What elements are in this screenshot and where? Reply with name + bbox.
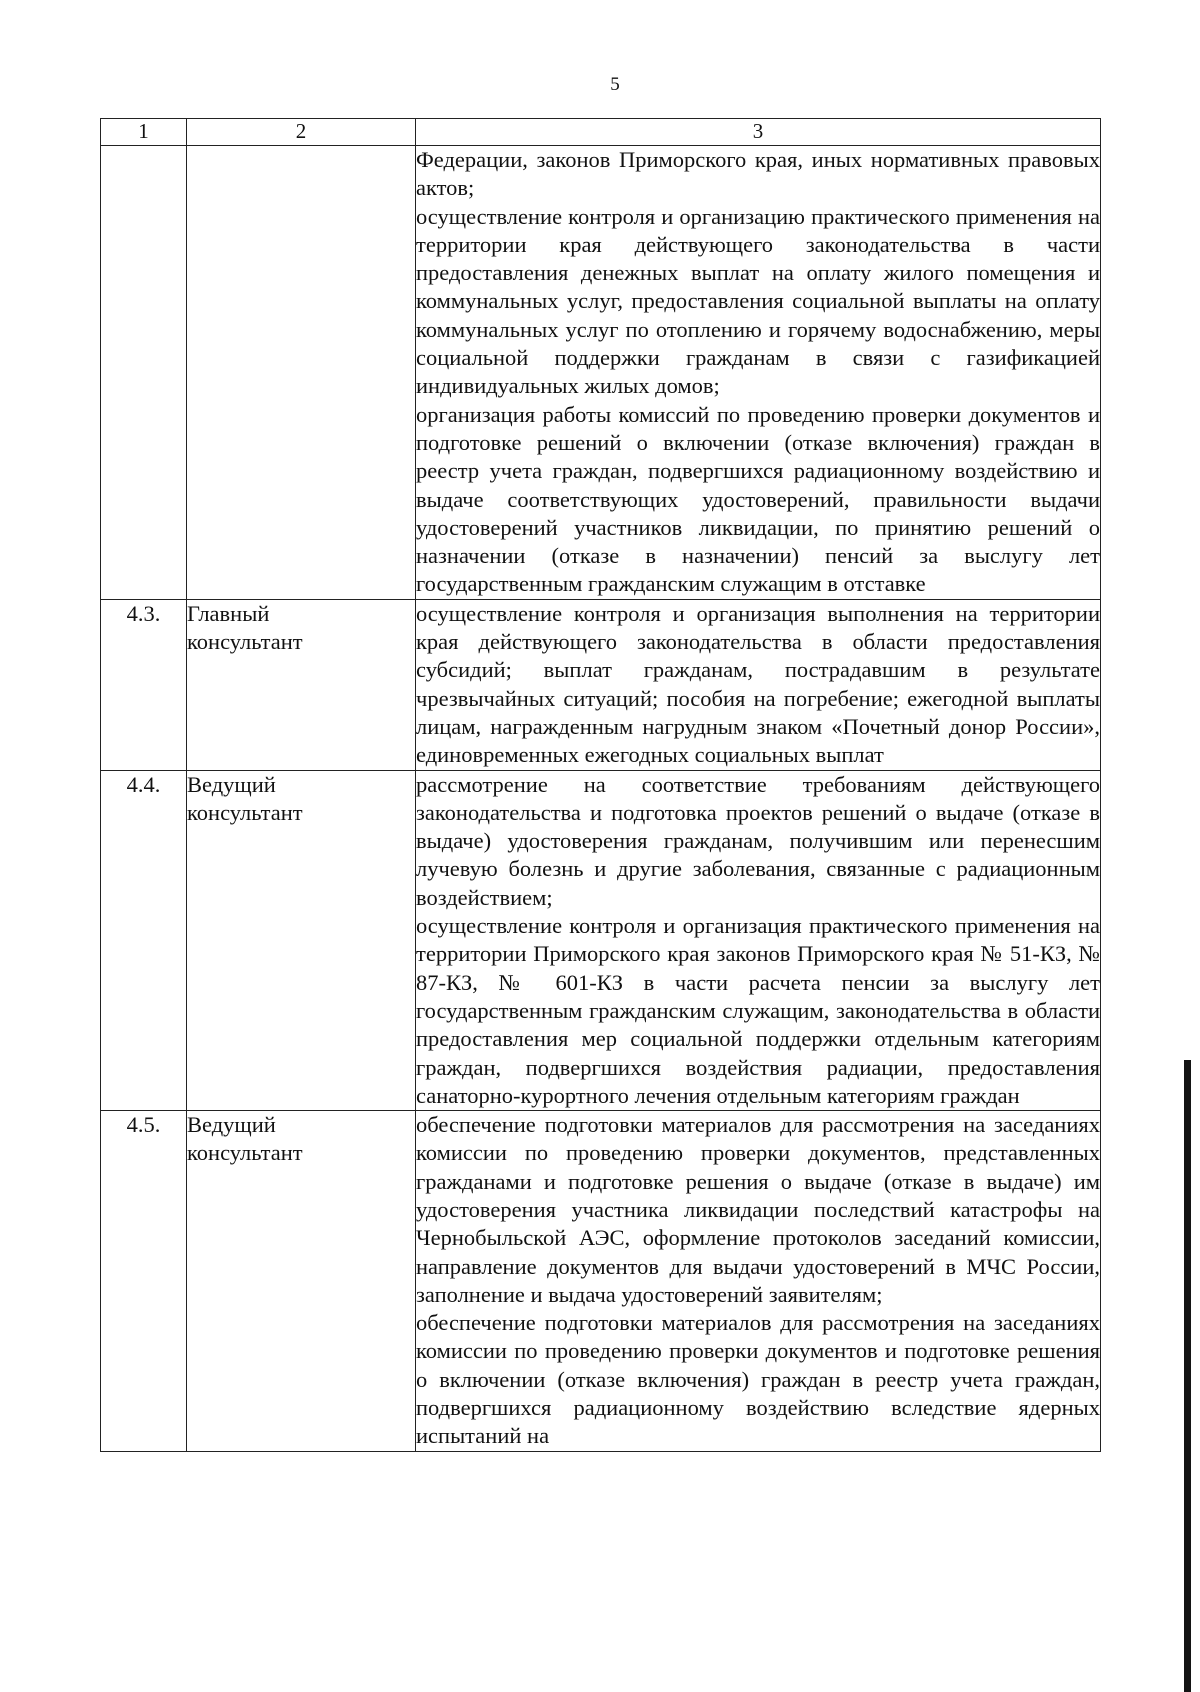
header-col-2: 2 xyxy=(187,119,416,146)
header-col-1: 1 xyxy=(101,119,187,146)
page-number: 5 xyxy=(610,74,620,95)
position-title-line: консультант xyxy=(187,629,303,655)
position-title xyxy=(187,1111,416,1452)
table-header-row xyxy=(101,119,1101,146)
duties-cell xyxy=(416,599,1101,770)
row-number: 4.4. xyxy=(101,770,187,1111)
duties-paragraph: обеспечение подготовки материалов для рассмотрения на заседаниях комиссии по проведению проверки документов и подготовке решения о включении (отказе включения) граждан в реестр учета граждан, подвергшихся радиационному воздействию вследствие ядерных испытаний на xyxy=(416,1310,1100,1449)
table-row-4-4 xyxy=(101,770,1101,1111)
staff-duties-table xyxy=(100,118,1101,1452)
position-title-line: консультант xyxy=(187,1140,303,1166)
table-row-4-3 xyxy=(101,599,1101,770)
duties-paragraph: осуществление контроля и организация практического применения на территории Приморского края законов Приморского края № 51-КЗ, № 87-КЗ, № 601-КЗ в части расчета пенсии за выслугу лет государственным гражданским служащим, законодательства в области предоставления мер социальной поддержки отдельным категориям граждан, подвергшихся воздействия радиации, предоставления санаторно-курортного лечения отдельным категориям граждан xyxy=(416,913,1100,1108)
position-title xyxy=(187,770,416,1111)
duties-cell xyxy=(416,770,1101,1111)
position-title-line: консультант xyxy=(187,799,303,825)
duties-cell xyxy=(416,1111,1101,1452)
table-row-4-5 xyxy=(101,1111,1101,1452)
row-number-cell xyxy=(101,146,187,600)
position-title-line: Ведущий xyxy=(187,771,276,797)
duties-paragraph: осуществление контроля и организация выполнения на территории края действующего законодательства в области предоставления субсидий; выплат гражданам, пострадавшим в результате чрезвычайных ситуаций; пособия на погребение; ежегодной выплаты лицам, награжденным нагрудным знаком «Почетный донор России», единовременных ежегодных социальных выплат xyxy=(416,600,1100,768)
table-row-continuation xyxy=(101,146,1101,600)
duties-paragraph: рассмотрение на соответствие требованиям действующего законодательства и подготовка проектов решений о выдаче (отказе в выдаче) удостоверения гражданам, получившим или перенесшим лучевую болезнь и другие заболевания, связанные с радиационным воздействием; xyxy=(416,771,1100,910)
position-title-line: Ведущий xyxy=(187,1112,276,1138)
duties-cell xyxy=(416,146,1101,600)
duties-paragraph: организация работы комиссий по проведению проверки документов и подготовке решений о включении (отказе включения) граждан в реестр учета граждан, подвергшихся радиационному воздействию и выдаче соответствующих удостоверений, правильности выдачи удостоверений участников ликвидации, по принятию решений о назначении (отказе в назначении) пенсий за выслугу лет государственным гражданским служащим в отставке xyxy=(416,401,1100,597)
duties-paragraph: осуществление контроля и организацию практического применения на территории края действующего законодательства в части предоставления денежных выплат на оплату жилого помещения и коммунальных услуг, предоставления социальной выплаты на оплату коммунальных услуг по отоплению и горячему водоснабжению, меры социальной поддержки гражданам в связи с газификацией индивидуальных жилых домов; xyxy=(416,203,1100,399)
position-title-line: Главный xyxy=(187,600,270,626)
row-number: 4.5. xyxy=(101,1111,187,1452)
row-number: 4.3. xyxy=(101,599,187,770)
header-col-3: 3 xyxy=(416,119,1101,146)
duties-paragraph: обеспечение подготовки материалов для рассмотрения на заседаниях комиссии по проведению проверки документов, представленных гражданами и подготовке решения о выдаче (отказе в выдаче) им удостоверения участника ликвидации последствий катастрофы на Чернобыльской АЭС, оформление протоколов заседаний комиссии, направление документов для выдачи удостоверений в МЧС России, заполнение и выдача удостоверений заявителям; xyxy=(416,1112,1100,1307)
duties-paragraph: Федерации, законов Приморского края, иных нормативных правовых актов; xyxy=(416,147,1100,201)
position-title xyxy=(187,599,416,770)
scan-edge-shadow xyxy=(1184,1060,1191,1692)
position-title-cell xyxy=(187,146,416,600)
